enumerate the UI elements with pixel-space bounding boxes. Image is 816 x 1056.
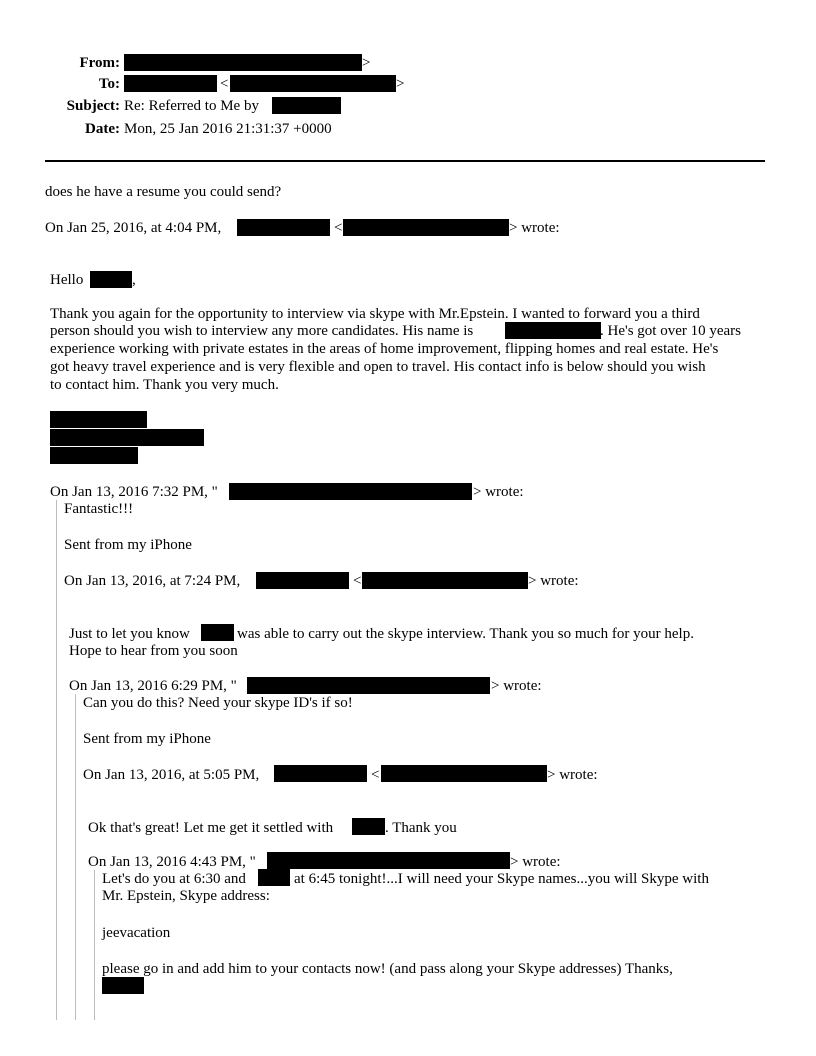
- attribution-5-lt: <: [371, 767, 380, 783]
- attribution-6-wrote: > wrote:: [510, 854, 561, 870]
- redacted-sender-1: [237, 219, 330, 236]
- quote-2-line-1a: Just to let you know: [69, 626, 190, 642]
- attribution-5-wrote: > wrote:: [547, 767, 598, 783]
- attribution-6: On Jan 13, 2016 4:43 PM, ": [88, 854, 256, 870]
- paragraph-line-2b: . He's got over 10 years: [600, 323, 741, 339]
- quote-5-line-2: Mr. Epstein, Skype address:: [102, 888, 270, 904]
- attribution-3: On Jan 13, 2016, at 7:24 PM,: [64, 573, 241, 589]
- redacted-sender-5: [274, 765, 367, 782]
- attribution-1-lt: <: [334, 220, 343, 236]
- redacted-sender-3: [256, 572, 349, 589]
- quote-bar-3: [94, 870, 95, 1020]
- quote-5-line-1a: Let's do you at 6:30 and: [102, 871, 246, 887]
- quote-5-line-1b: at 6:45 tonight!...I will need your Skype names...you will Skype with: [294, 871, 709, 887]
- redacted-email-1: [343, 219, 509, 236]
- subject-text: Re: Referred to Me by: [124, 98, 259, 114]
- redacted-email-4: [247, 677, 490, 694]
- attribution-3-wrote: > wrote:: [528, 573, 579, 589]
- paragraph-line-4: got heavy travel experience and is very flexible and open to travel. His contact info is below should you wish: [50, 359, 706, 375]
- redacted-subject-name: [272, 97, 341, 114]
- from-gt: >: [362, 55, 371, 71]
- redacted-quote-4-name: [352, 818, 385, 835]
- redacted-quote-2-name: [201, 624, 234, 641]
- paragraph-line-3: experience working with private estates in the areas of home improvement, flipping homes and real estate. He's: [50, 341, 719, 357]
- quote-1-signature: Sent from my iPhone: [64, 537, 192, 553]
- quote-4-text-a: Ok that's great! Let me get it settled with: [88, 820, 334, 836]
- paragraph-line-2a: person should you wish to interview any more candidates. His name is: [50, 323, 474, 339]
- to-label: To:: [98, 76, 120, 92]
- attribution-3-lt: <: [353, 573, 362, 589]
- to-gt: >: [396, 76, 405, 92]
- reply-text: does he have a resume you could send?: [45, 184, 282, 200]
- attribution-4: On Jan 13, 2016 6:29 PM, ": [69, 678, 237, 694]
- hello-text: Hello: [50, 272, 84, 288]
- subject-label: Subject:: [66, 98, 120, 114]
- attribution-2-wrote: > wrote:: [473, 484, 524, 500]
- quote-5-skype-id: jeevacation: [102, 925, 171, 941]
- quote-bar-2: [75, 694, 76, 1020]
- quote-3-text: Can you do this? Need your skype ID's if so!: [83, 695, 353, 711]
- redacted-quote-5-signature: [102, 977, 144, 994]
- redacted-contact-line-2: [50, 429, 204, 446]
- redacted-hello-name: [90, 271, 132, 288]
- attribution-1: On Jan 25, 2016, at 4:04 PM,: [45, 220, 222, 236]
- redacted-email-5: [381, 765, 547, 782]
- to-lt: <: [220, 76, 229, 92]
- quote-bar-1: [56, 500, 57, 1020]
- redacted-candidate-name: [505, 322, 601, 339]
- redacted-email-3: [362, 572, 528, 589]
- redacted-contact-line-1: [50, 411, 147, 428]
- paragraph-line-5: to contact him. Thank you very much.: [50, 377, 279, 393]
- from-label: From:: [79, 55, 120, 71]
- quote-3-signature: Sent from my iPhone: [83, 731, 211, 747]
- header-divider: [45, 160, 765, 162]
- attribution-4-wrote: > wrote:: [491, 678, 542, 694]
- redacted-quote-5-name: [258, 869, 290, 886]
- redacted-email-2: [229, 483, 472, 500]
- date-label: Date:: [85, 121, 120, 137]
- redacted-contact-line-3: [50, 447, 138, 464]
- redacted-from-name: [124, 54, 362, 71]
- quote-2-line-2: Hope to hear from you soon: [69, 643, 238, 659]
- paragraph-line-1: Thank you again for the opportunity to interview via skype with Mr.Epstein. I wanted to forward you a third: [50, 306, 700, 322]
- quote-2-line-1b: was able to carry out the skype interview. Thank you so much for your help.: [237, 626, 694, 642]
- quote-5-line-3: please go in and add him to your contacts now! (and pass along your Skype addresses) Thanks,: [102, 961, 673, 977]
- quote-1-text: Fantastic!!!: [64, 501, 134, 517]
- attribution-5: On Jan 13, 2016, at 5:05 PM,: [83, 767, 260, 783]
- redacted-email-6: [267, 852, 510, 869]
- redacted-to-email: [230, 75, 396, 92]
- redacted-to-name: [124, 75, 217, 92]
- date-value: Mon, 25 Jan 2016 21:31:37 +0000: [124, 121, 332, 137]
- attribution-2: On Jan 13, 2016 7:32 PM, ": [50, 484, 218, 500]
- attribution-1-wrote: > wrote:: [509, 220, 560, 236]
- hello-comma: ,: [132, 272, 136, 288]
- quote-4-text-b: . Thank you: [385, 820, 457, 836]
